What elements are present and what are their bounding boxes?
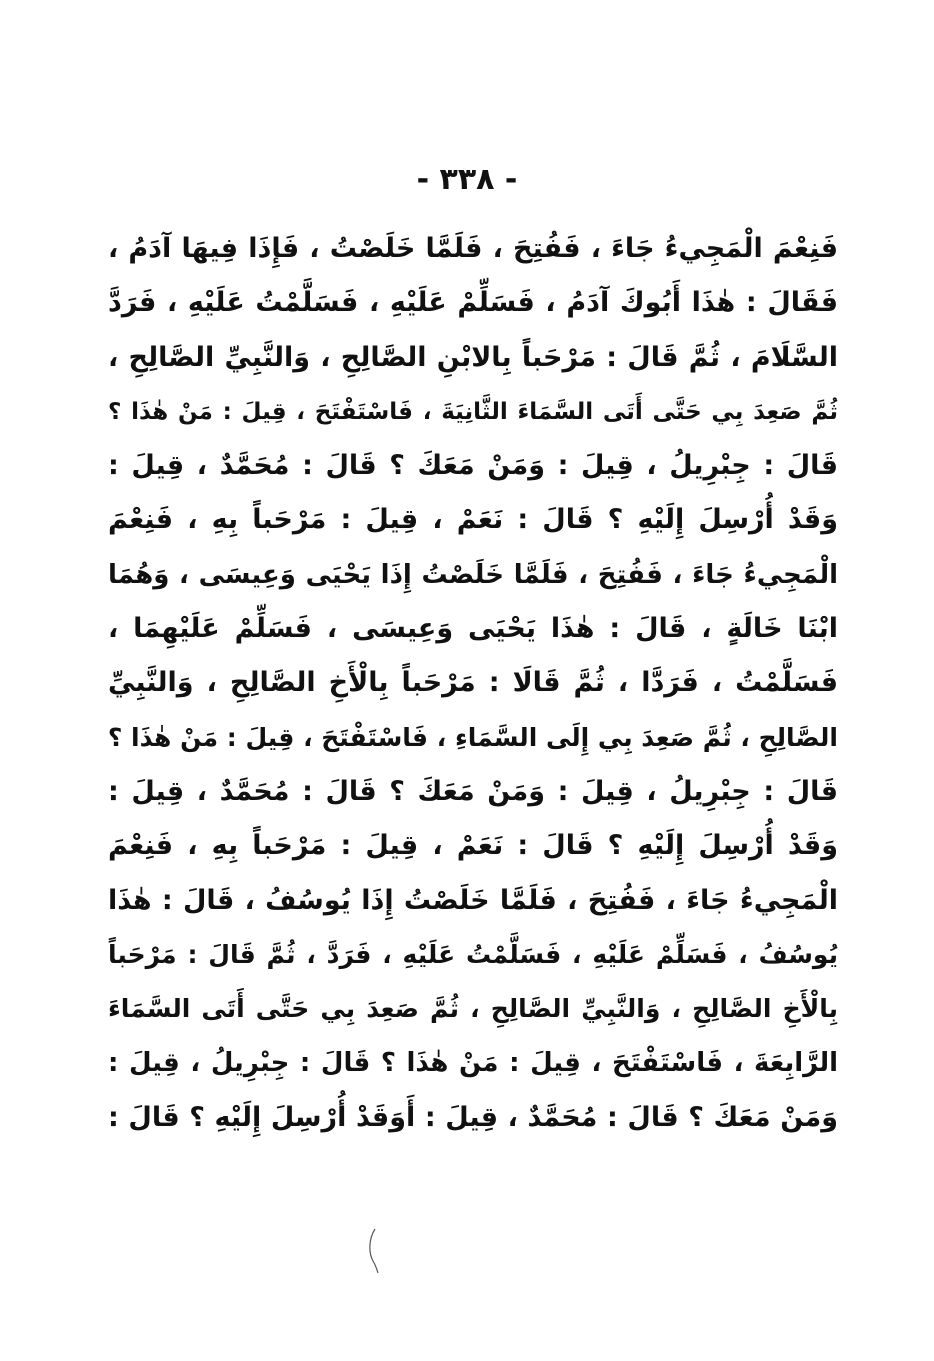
text-line: ثُمَّ صَعِدَ بِي حَتَّى أَتَى السَّمَاءَ الثَّانِيَةَ ، فَاسْتَفْتَحَ ، قِيلَ : مَنْ هٰذَا ؟	[108, 398, 838, 425]
text-line: بِالْأَخِ الصَّالِحِ ، وَالنَّبِيِّ الصَّالِحِ ، ثُمَّ صَعِدَ بِي حَتَّى أَتَى السَّمَاءَ	[108, 994, 838, 1024]
text-line: قَالَ : جِبْرِيلُ ، قِيلَ : وَمَنْ مَعَكَ ؟ قَالَ : مُحَمَّدٌ ، قِيلَ :	[108, 775, 838, 807]
text-line: السَّلَامَ ، ثُمَّ قَالَ : مَرْحَباً بِالابْنِ الصَّالِحِ ، وَالنَّبِيِّ الصَّالِحِ ،	[108, 341, 838, 373]
text-line: الْمَجِيءُ جَاءَ ، فَفُتِحَ ، فَلَمَّا خَلَصْتُ إِذَا يَحْيَى وَعِيسَى ، وَهُمَا	[108, 559, 838, 590]
text-line: ابْنَا خَالَةٍ ، قَالَ : هٰذَا يَحْيَى وَعِيسَى ، فَسَلِّمْ عَلَيْهِمَا ،	[108, 613, 838, 645]
text-line: فَسَلَّمْتُ ، فَرَدَّا ، ثُمَّ قَالَا : مَرْحَباً بِالْأَخِ الصَّالِحِ ، وَالنَّبِيِّ	[108, 667, 838, 699]
text-line: فَقَالَ : هٰذَا أَبُوكَ آدَمُ ، فَسَلِّمْ عَلَيْهِ ، فَسَلَّمْتُ عَلَيْهِ ، فَرَدَّ	[108, 287, 838, 319]
text-line: الْمَجِيءُ جَاءَ ، فَفُتِحَ ، فَلَمَّا خَلَصْتُ إِذَا يُوسُفُ ، قَالَ : هٰذَا	[108, 884, 838, 916]
page-number: - ٣٣٨ -	[416, 162, 518, 197]
text-line: قَالَ : جِبْرِيلُ ، قِيلَ : وَمَنْ مَعَكَ ؟ قَالَ : مُحَمَّدٌ ، قِيلَ :	[108, 450, 838, 482]
text-line: وَمَنْ مَعَكَ ؟ قَالَ : مُحَمَّدٌ ، قِيلَ : أَوَقَدْ أُرْسِلَ إِلَيْهِ ؟ قَالَ :	[108, 1101, 838, 1133]
text-line: الرَّابِعَةَ ، فَاسْتَفْتَحَ ، قِيلَ : مَنْ هٰذَا ؟ قَالَ : جِبْرِيلُ ، قِيلَ :	[108, 1048, 838, 1079]
text-line: يُوسُفُ ، فَسَلِّمْ عَلَيْهِ ، فَسَلَّمْتُ عَلَيْهِ ، فَرَدَّ ، ثُمَّ قَالَ : مَرْحَباً	[108, 939, 838, 969]
text-line: وَقَدْ أُرْسِلَ إِلَيْهِ ؟ قَالَ : نَعَمْ ، قِيلَ : مَرْحَباً بِهِ ، فَنِعْمَ	[108, 504, 838, 536]
text-line: فَنِعْمَ الْمَجِيءُ جَاءَ ، فَفُتِحَ ، فَلَمَّا خَلَصْتُ ، فَإِذَا فِيهَا آدَمُ ،	[108, 233, 838, 264]
pencil-mark	[366, 1228, 380, 1274]
body-text	[108, 222, 838, 1145]
text-line: الصَّالِحِ ، ثُمَّ صَعِدَ بِي إِلَى السَّمَاءِ ، فَاسْتَفْتَحَ ، قِيلَ : مَنْ هٰذَا ؟	[107, 722, 838, 752]
text-line: وَقَدْ أُرْسِلَ إِلَيْهِ ؟ قَالَ : نَعَمْ ، قِيلَ : مَرْحَباً بِهِ ، فَنِعْمَ	[108, 830, 838, 862]
